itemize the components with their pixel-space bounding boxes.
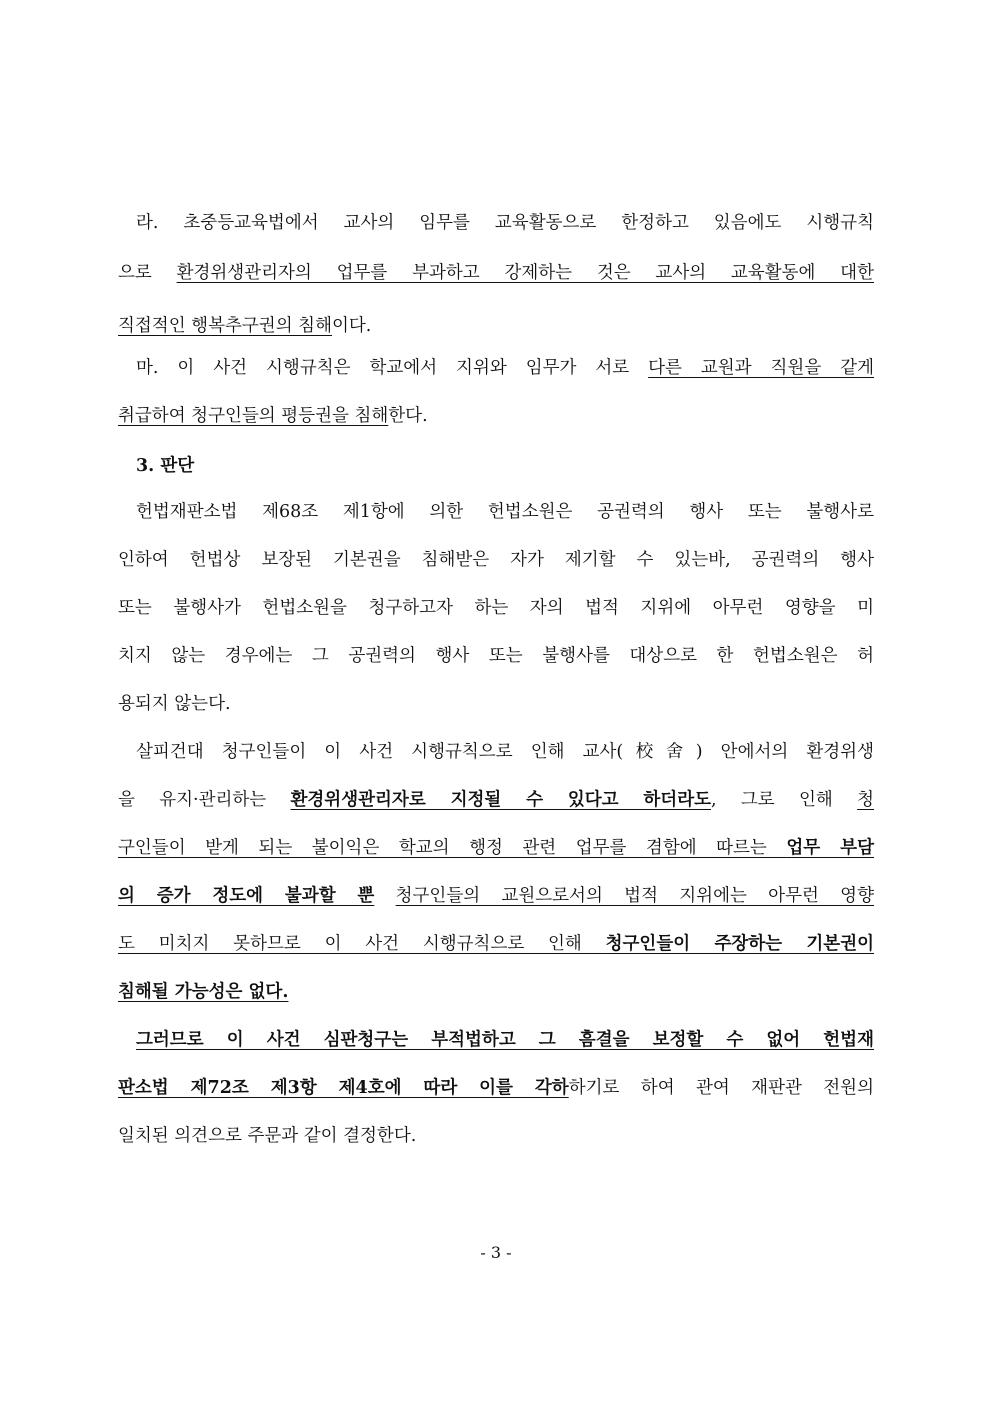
- text-line: [118, 1025, 874, 1055]
- page-number: - 3 -: [480, 1243, 512, 1262]
- text-span: 헌법재판소법 제68조 제1항에 의한 헌법소원은 공권력의 행사 또는 불행사로: [136, 502, 874, 522]
- underlined-text: 청구인들의 교원으로서의 법적 지위에는 아무런 영향: [395, 886, 874, 906]
- text-line: [118, 833, 874, 863]
- text-line: [118, 545, 874, 575]
- text-span: , 그로 인해: [711, 790, 858, 810]
- text-span: 치지 않는 경우에는 그 공권력의 행사 또는 불행사를 대상으로 한 헌법소원은 허: [118, 646, 874, 666]
- underlined-text: 청: [857, 790, 874, 810]
- underlined-text: 직접적인 행복추구권의 침해: [118, 316, 332, 336]
- text-line: [118, 785, 874, 815]
- text-line: [118, 737, 874, 767]
- underlined-text: 취급하여 청구인들의 평등권을 침해: [118, 406, 389, 426]
- underlined-text: 환경위생관리자의 업무를 부과하고 강제하는 것은 교사의 교육활동에 대한: [176, 263, 874, 283]
- text-span: 을 유지·관리하는: [118, 790, 291, 810]
- text-line: [118, 1073, 874, 1103]
- text-span: 살피건대 청구인들이 이 사건 시행규칙으로 인해 교사(校舍) 안에서의 환경위생: [136, 742, 874, 762]
- underlined-text: 구인들이 받게 되는 불이익은 학교의 행정 관련 업무를 겸함에 따르는: [118, 838, 787, 858]
- text-span: [374, 886, 395, 906]
- text-line: [118, 929, 874, 959]
- text-line: [118, 353, 874, 383]
- text-span: 마. 이 사건 시행규칙은 학교에서 지위와 임무가 서로: [136, 358, 649, 378]
- bold-underlined-text: 판소법 제72조 제3항 제4호에 따라 이를 각하: [118, 1078, 569, 1098]
- underlined-text: 도 미치지 못하므로 이 사건 시행규칙으로 인해: [118, 934, 606, 954]
- bold-underlined-text: 의 증가 정도에 불과할 뿐: [118, 886, 375, 906]
- text-line: [118, 311, 874, 341]
- text-line: [118, 208, 874, 238]
- text-span: 한다.: [388, 406, 428, 426]
- text-span: 하기로 하여 관여 재판관 전원의: [568, 1078, 874, 1098]
- text-line: [118, 1121, 874, 1151]
- text-line: [118, 689, 874, 719]
- bold-underlined-text: 청구인들이 주장하는 기본권이: [605, 934, 874, 954]
- section-heading: 3. 판단: [136, 456, 195, 476]
- bold-underlined-text: 침해될 가능성은 없다.: [118, 982, 289, 1002]
- underlined-text: 다른 교원과 직원을 같게: [648, 358, 874, 378]
- text-line: [118, 593, 874, 623]
- text-span: 일치된 의견으로 주문과 같이 결정한다.: [118, 1126, 417, 1146]
- text-line: [118, 881, 874, 911]
- text-span: 으로: [118, 263, 177, 283]
- text-line: [118, 497, 874, 527]
- bold-underlined-text: 그러므로 이 사건 심판청구는 부적법하고 그 흠결을 보정할 수 없어 헌법재: [136, 1030, 874, 1050]
- text-span: 또는 불행사가 헌법소원을 청구하고자 하는 자의 법적 지위에 아무런 영향을 미: [118, 598, 874, 618]
- text-line: [118, 641, 874, 671]
- bold-underlined-text: 업무 부담: [786, 838, 874, 858]
- text-span: 라. 초중등교육법에서 교사의 임무를 교육활동으로 한정하고 있음에도 시행규칙: [136, 213, 874, 233]
- text-span: 이다.: [332, 316, 372, 336]
- text-line: [118, 977, 874, 1007]
- bold-underlined-text: 환경위생관리자로 지정될 수 있다고 하더라도: [290, 790, 712, 810]
- text-span: 용되지 않는다.: [118, 694, 231, 714]
- text-line: [118, 258, 874, 288]
- text-span: 인하여 헌법상 보장된 기본권을 침해받은 자가 제기할 수 있는바, 공권력의 행사: [118, 550, 874, 570]
- text-line: [118, 401, 874, 431]
